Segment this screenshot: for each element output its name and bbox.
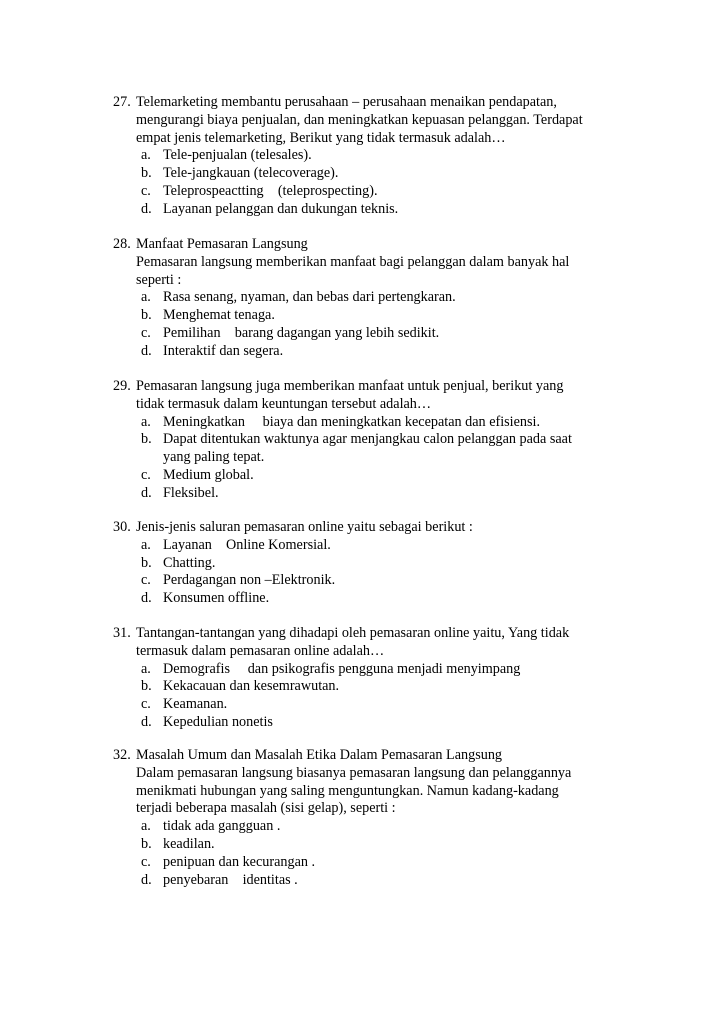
answer-option-a — [113, 818, 633, 836]
question-text: Dalam pemasaran langsung biasanya pemasaran langsung dan pelanggannya — [136, 764, 572, 781]
option-text: Rasa senang, nyaman, dan bebas dari pertengkaran. — [163, 289, 456, 306]
option-letter: b. — [141, 678, 152, 695]
question-31 — [113, 625, 633, 732]
option-letter: c. — [141, 466, 151, 483]
question-number: 28. — [113, 236, 131, 252]
option-text: Teleprospeactting (teleprospecting). — [163, 182, 378, 199]
answer-option-a — [113, 414, 633, 432]
question-text: Pemasaran langsung juga memberikan manfaat untuk penjual, berikut yang — [136, 378, 564, 394]
answer-option-c — [113, 325, 633, 343]
answer-option-d — [113, 343, 633, 361]
question-27 — [113, 94, 633, 219]
question-number: 31. — [113, 625, 131, 641]
answer-option-a — [113, 147, 633, 165]
answer-option-d — [113, 485, 633, 503]
question-32 — [113, 747, 633, 889]
option-letter: a. — [141, 289, 151, 306]
option-text: Pemilihan barang dagangan yang lebih sedikit. — [163, 324, 440, 341]
option-letter: d. — [141, 342, 152, 359]
option-text: Meningkatkan biaya dan meningkatkan kecepatan dan efisiensi. — [163, 413, 541, 430]
answer-option-a — [113, 537, 633, 555]
option-letter: c. — [141, 572, 151, 589]
question-30 — [113, 519, 633, 608]
answer-option-b — [113, 431, 633, 449]
option-letter: c. — [141, 696, 151, 713]
option-letter: c. — [141, 853, 151, 870]
question-text: Telemarketing membantu perusahaan – perusahaan menaikan pendapatan, — [136, 94, 557, 110]
answer-options — [113, 147, 633, 218]
option-text: Chatting. — [163, 554, 216, 571]
option-text: Dapat ditentukan waktunya agar menjangkau calon pelanggan pada saat — [163, 431, 572, 448]
question-text: mengurangi biaya penjualan, dan meningkatkan kepuasan pelanggan. Terdapat — [136, 111, 583, 128]
option-letter: a. — [141, 413, 151, 430]
question-text: terjadi beberapa masalah (sisi gelap), seperti : — [136, 800, 396, 817]
option-letter: d. — [141, 200, 152, 217]
question-text: empat jenis telemarketing, Berikut yang tidak termasuk adalah… — [136, 129, 506, 146]
option-letter: a. — [141, 147, 151, 164]
answer-option-c — [113, 467, 633, 485]
option-text: Layanan Online Komersial. — [163, 536, 331, 553]
question-text: menikmati hubungan yang saling menguntungkan. Namun kadang-kadang — [136, 782, 559, 799]
answer-option-b — [113, 307, 633, 325]
answer-options — [113, 661, 633, 732]
answer-option-c — [113, 183, 633, 201]
question-text: tidak termasuk dalam keuntungan tersebut adalah… — [136, 395, 432, 412]
question-28 — [113, 236, 633, 361]
question-number: 29. — [113, 378, 131, 394]
answer-options — [113, 818, 633, 889]
answer-option-b — [113, 555, 633, 573]
option-letter: b. — [141, 165, 152, 182]
answer-option-b — [113, 678, 633, 696]
option-text: Layanan pelanggan dan dukungan teknis. — [163, 200, 399, 217]
answer-option-a — [113, 661, 633, 679]
answer-options — [113, 414, 633, 503]
answer-options — [113, 289, 633, 360]
option-letter: b. — [141, 431, 152, 448]
option-letter: b. — [141, 307, 152, 324]
option-letter: d. — [141, 713, 152, 730]
answer-option-c — [113, 696, 633, 714]
option-letter: b. — [141, 554, 152, 571]
option-letter: d. — [141, 484, 152, 501]
answer-option-c — [113, 572, 633, 590]
question-text: Jenis-jenis saluran pemasaran online yaitu sebagai berikut : — [136, 519, 473, 535]
option-letter: c. — [141, 182, 151, 199]
option-text: penipuan dan kecurangan . — [163, 853, 316, 870]
question-text: Pemasaran langsung memberikan manfaat bagi pelanggan dalam banyak hal — [136, 253, 570, 270]
option-letter: a. — [141, 536, 151, 553]
option-text: Keamanan. — [163, 696, 228, 713]
option-text: Kepedulian nonetis — [163, 713, 273, 730]
question-number: 32. — [113, 747, 131, 763]
option-text: keadilan. — [163, 835, 215, 852]
option-text-continuation: yang paling tepat. — [163, 449, 265, 466]
option-letter: d. — [141, 871, 152, 888]
question-text: Tantangan-tantangan yang dihadapi oleh pemasaran online yaitu, Yang tidak — [136, 625, 570, 641]
option-letter: c. — [141, 324, 151, 341]
question-text: termasuk dalam pemasaran online adalah… — [136, 642, 385, 659]
option-text: Tele-penjualan (telesales). — [163, 147, 312, 164]
question-number: 30. — [113, 519, 131, 535]
answer-option-d — [113, 590, 633, 608]
answer-option-d — [113, 201, 633, 219]
answer-option-d — [113, 872, 633, 890]
option-text: Fleksibel. — [163, 484, 219, 501]
option-text: Menghemat tenaga. — [163, 307, 275, 324]
option-text: Demografis dan psikografis pengguna menjadi menyimpang — [163, 660, 521, 677]
option-letter: a. — [141, 660, 151, 677]
question-number: 27. — [113, 94, 131, 110]
option-letter: a. — [141, 818, 151, 835]
question-text: Manfaat Pemasaran Langsung — [136, 236, 308, 252]
question-text: Masalah Umum dan Masalah Etika Dalam Pemasaran Langsung — [136, 747, 503, 763]
answer-option-d — [113, 714, 633, 732]
option-text: Interaktif dan segera. — [163, 342, 284, 359]
question-29 — [113, 378, 633, 503]
question-text: seperti : — [136, 271, 182, 288]
option-text: tidak ada gangguan . — [163, 818, 281, 835]
option-text: Medium global. — [163, 466, 254, 483]
answer-options — [113, 537, 633, 608]
option-text: Kekacauan dan kesemrawutan. — [163, 678, 340, 695]
answer-option-a — [113, 289, 633, 307]
option-letter: b. — [141, 835, 152, 852]
answer-option-c — [113, 854, 633, 872]
answer-option-b — [113, 836, 633, 854]
option-letter: d. — [141, 590, 152, 607]
option-text: penyebaran identitas . — [163, 871, 298, 888]
option-text: Tele-jangkauan (telecoverage). — [163, 165, 339, 182]
option-text: Perdagangan non –Elektronik. — [163, 572, 336, 589]
option-text: Konsumen offline. — [163, 590, 270, 607]
answer-option-b — [113, 165, 633, 183]
